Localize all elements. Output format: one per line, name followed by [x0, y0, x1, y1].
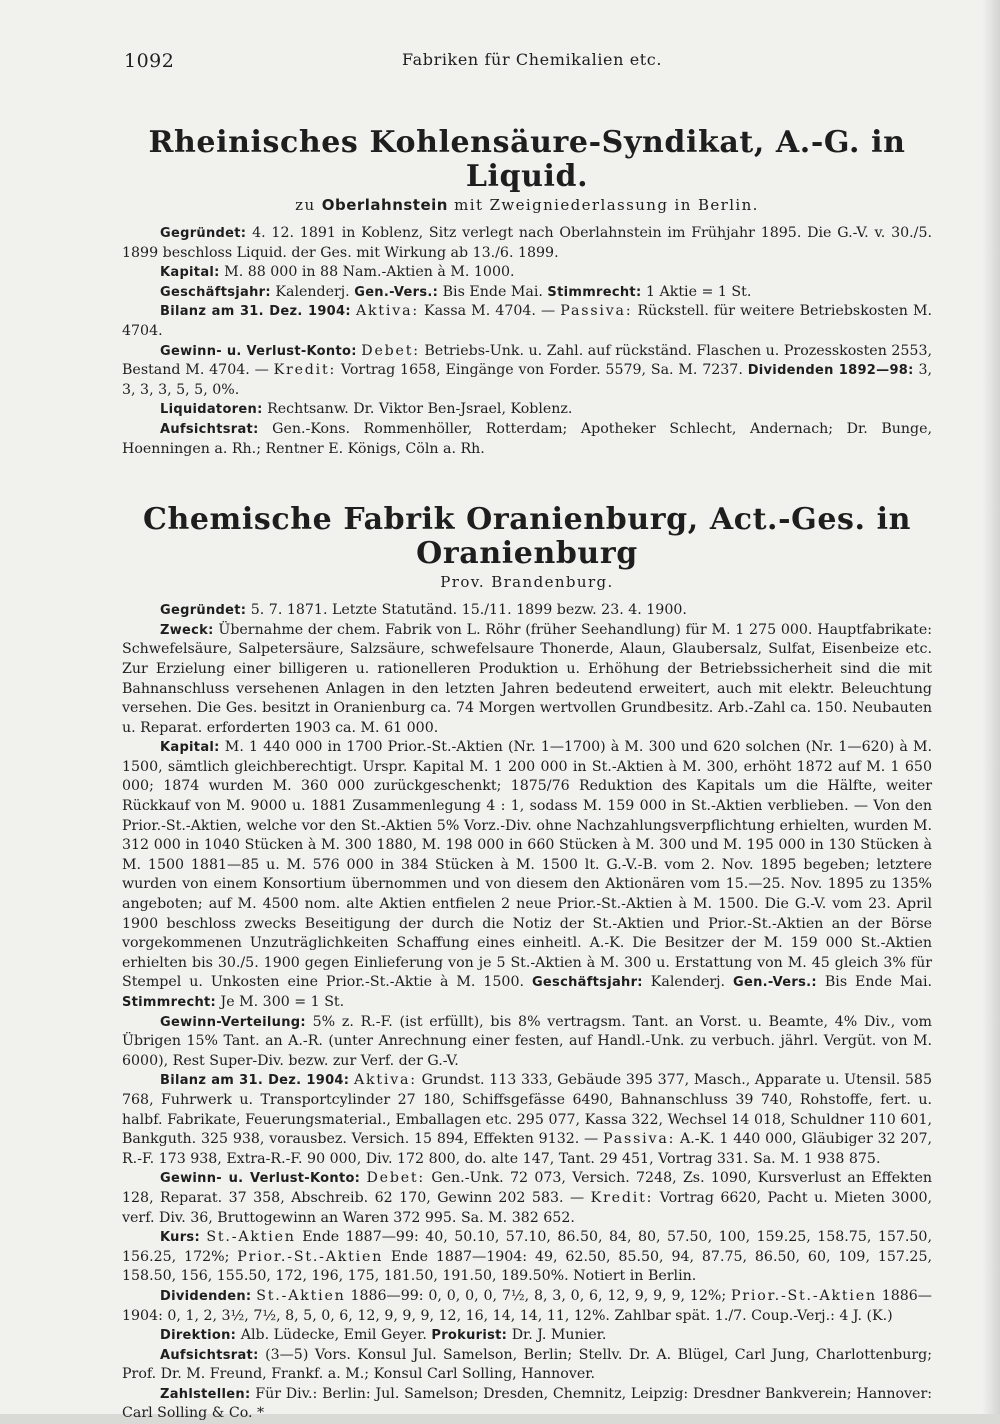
company-subtitle: zu Oberlahnstein mit Zweigniederlassung in Berlin.: [295, 196, 759, 214]
section-bilanz: Bilanz am 31. Dez. 1904: Aktiva: Kassa M. 4704. — Passiva: Rückstell. für weitere Betriebskosten M. 4704.: [122, 303, 932, 339]
company-subtitle: Prov. Brandenburg.: [440, 573, 614, 592]
section-gegruendet: Gegründet: 5. 7. 1871. Letzte Statutänd. 15./11. 1899 bezw. 23. 4. 1900.: [160, 602, 687, 619]
section-gewinn-verteilung: Gewinn-Verteilung: 5% z. R.-F. (ist erfüllt), bis 8% vertragsm. Tant. an Vorst. u. Beamte, 4% Div., vom Übrigen 15% Tant. an A.-R. (unter Anrechnung einer festen, auf Handl.-Unk. zu verbuch. jährl. Vergüt. von M. 6000), Rest Super-Div. bezw. zur Verf. der G.-V.: [122, 1013, 932, 1069]
section-liquidatoren: Liquidatoren: Rechtsanw. Dr. Viktor Ben-Jsrael, Koblenz.: [160, 401, 573, 418]
section-geschaeftsjahr: Geschäftsjahr: Kalenderj. Gen.-Vers.: Bis Ende Mai. Stimmrecht: 1 Aktie = 1 St.: [160, 283, 752, 300]
section-zahlstellen: Zahlstellen: Für Div.: Berlin: Jul. Samelson; Dresden, Chemnitz, Leipzig: Dresdner Bankverein; Hannover: Carl Solling & Co. *: [122, 1385, 933, 1422]
company-entry-rheinisches-kohlensaeure: [122, 126, 932, 459]
company-entry-chemische-fabrik-oranienburg: [122, 503, 932, 1424]
company-title: Chemische Fabrik Oranienburg, Act.-Ges. in Oranienburg: [142, 502, 912, 572]
section-gewinn-verlust: Gewinn- u. Verlust-Konto: Debet: Betriebs-Unk. u. Zahl. auf rückständ. Flaschen u. Prozesskosten 2553, Bestand M. 4704. — Kredit: Vortrag 1658, Eingänge von Forder. 5579, Sa. M. 7237. Dividenden 1892—98: 3, 3, 3, 3, 5, 5, 0%.: [122, 342, 933, 398]
company-title: Rheinisches Kohlensäure-Syndikat, A.-G. in Liquid.: [148, 125, 906, 194]
page-header: [122, 38, 932, 76]
section-gewinn-verlust: Gewinn- u. Verlust-Konto: Debet: Gen.-Unk. 72 073, Versich. 7248, Zs. 1090, Kursverlust an Effekten 128, Reparat. 37 358, Abschreib. 62 170, Gewinn 202 583. — Kredit: Vortrag 6620, Pacht u. Mieten 3000, verf. Div. 36, Bruttogewinn an Waren 372 995. Sa. M. 382 652.: [122, 1170, 933, 1226]
section-aufsichtsrat: Aufsichtsrat: Gen.-Kons. Rommenhöller, Rotterdam; Apotheker Schlecht, Andernach; Dr. Bunge, Hoenningen a. Rh.; Rentner E. Königs, Cöln a. Rh.: [122, 420, 933, 457]
company-body: [122, 601, 932, 1424]
section-kurs: Kurs: St.-Aktien Ende 1887—99: 40, 50.10, 57.10, 86.50, 84, 80, 57.50, 100, 159.25, 158.75, 157.50, 156.25, 172%; Prior.-St.-Aktien Ende 1887—1904: 49, 62.50, 85.50, 94, 87.75, 86.50, 60, 109, 157.25, 158.50, 156, 155.50, 172, 196, 175, 181.50, 191.50, 189.50%. Notiert in Berlin.: [122, 1229, 932, 1285]
section-direktion: Direktion: Alb. Lüdecke, Emil Geyer. Prokurist: Dr. J. Munier.: [160, 1327, 607, 1344]
section-kapital: Kapital: M. 88 000 in 88 Nam.-Aktien à M. 1000.: [160, 264, 515, 281]
section-bilanz: Bilanz am 31. Dez. 1904: Aktiva: Grundst. 113 333, Gebäude 395 377, Masch., Apparate u. Utensil. 585 768, Fuhrwerk u. Transportcylinder 27 180, Schiffsgefässe 6490, Bahnanschluss 39 740, Rohstoffe, fert. u. halbf. Fabrikate, Feuerungsmaterial., Emballagen etc. 295 077, Kassa 322, Wechsel 14 018, Schuldner 110 601, Bankguth. 325 938, vorausbez. Versich. 15 894, Effekten 9132. — Passiva: A.-K. 1 440 000, Gläubiger 32 207, R.-F. 173 938, Extra-R.-F. 90 000, Div. 172 800, do. alte 147, Tant. 29 451, Vortrag 331. Sa. M. 1 938 875.: [122, 1072, 933, 1167]
section-aufsichtsrat: Aufsichtsrat: (3—5) Vors. Konsul Jul. Samelson, Berlin; Stellv. Dr. A. Blügel, Carl Jung, Charlottenburg; Prof. Dr. M. Freund, Frankf. a. M.; Konsul Carl Solling, Hannover.: [122, 1346, 933, 1383]
page-number: 1092: [124, 50, 175, 72]
company-location: Oberlahnstein: [321, 196, 448, 214]
section-zweck: Zweck: Übernahme der chem. Fabrik von L. Röhr (früher Seehandlung) für M. 1 275 000. Hauptfabrikate: Schwefelsäure, Salpetersäure, Salzsäure, schwefelsaure Thonerde, Alaun, Glaubersalz, Sulfat, Eisenbeize etc. Zur Erzielung einer billigeren u. rationelleren Produktion u. Erhöhung der Betriebssicherheit sind die mit Bahnanschluss versehenen Anlagen in den letzten Jahren bedeutend erweitert, auch mit elektr. Beleuchtung versehen. Die Ges. besitzt in Oranienburg ca. 74 Morgen wertvollen Grundbesitz. Arb.-Zahl ca. 150. Neubauten u. Reparat. erforderten 1903 ca. M. 61 000.: [122, 621, 932, 736]
section-dividenden: Dividenden: St.-Aktien 1886—99: 0, 0, 0, 0, 7½, 8, 3, 0, 6, 12, 9, 9, 9, 12%; Prior.-St.-Aktien 1886—1904: 0, 1, 2, 3½, 7½, 8, 5, 0, 6, 12, 9, 9, 9, 12, 16, 14, 14, 11, 12%. Zahlbar spät. 1./7. Coup.-Verj.: 4 J. (K.): [122, 1287, 932, 1324]
section-gegruendet: Gegründet: 4. 12. 1891 in Koblenz, Sitz verlegt nach Oberlahnstein im Frühjahr 1895. Die G.-V. v. 30./5. 1899 beschloss Liquid. der Ges. mit Wirkung ab 13./6. 1899.: [122, 225, 932, 261]
running-head: Fabriken für Chemikalien etc.: [402, 50, 663, 69]
section-kapital: Kapital: M. 1 440 000 in 1700 Prior.-St.-Aktien (Nr. 1—1700) à M. 300 und 620 solchen (Nr. 1—620) à M. 1500, sämtlich gleichberechtigt. Urspr. Kapital M. 1 200 000 in St.-Aktien à M. 300, erhöht 1872 auf M. 1 650 000; 1874 wurden M. 360 000 zurückgeschenkt; 1875/76 Reduktion des Kapitals um die Hälfte, weiter Rückkauf von M. 9000 u. 1881 Zusammenlegung 4 : 1, sodass M. 159 000 in St.-Aktien verblieben. — Von den Prior.-St.-Aktien, welche vor den St.-Aktien 5% Vorz.-Div. ohne Nachzahlungsverpflichtung erhielten, wurden M. 312 000 in 1040 Stücken à M. 300 1880, M. 198 000 in 660 Stücken à M. 300 und M. 195 000 in 130 Stücken à M. 1500 1881—85 u. M. 576 000 in 384 Stücken à M. 1500 lt. G.-V.-B. vom 2. Nov. 1895 begeben; letztere wurden von einem Konsortium übernommen und von diesem den Aktionären vom 15.—25. Nov. 1895 zu 135% angeboten; auf M. 4500 nom. alte Aktien entfielen 2 neue Prior.-St.-Aktien à M. 1500. Die G.-V. vom 23. April 1900 beschloss zwecks Beseitigung der durch die Notiz der St.-Aktien und Prior.-St.-Aktien an der Börse vorgekommenen Unzuträglichkeiten Schaffung eines einheitl. A.-K. Die Besitzer der M. 159 000 St.-Aktien erhielten bis 30./5. 1900 gegen Einlieferung von je 5 St.-Aktien à M. 300 u. Erstattung von M. 45 gleich 3% für Stempel u. Unkosten eine Prior.-St.-Aktie à M. 1500. Geschäftsjahr: Kalenderj. Gen.-Vers.: Bis Ende Mai. Stimmrecht: Je M. 300 = 1 St.: [122, 739, 933, 1010]
company-body: [122, 224, 932, 459]
